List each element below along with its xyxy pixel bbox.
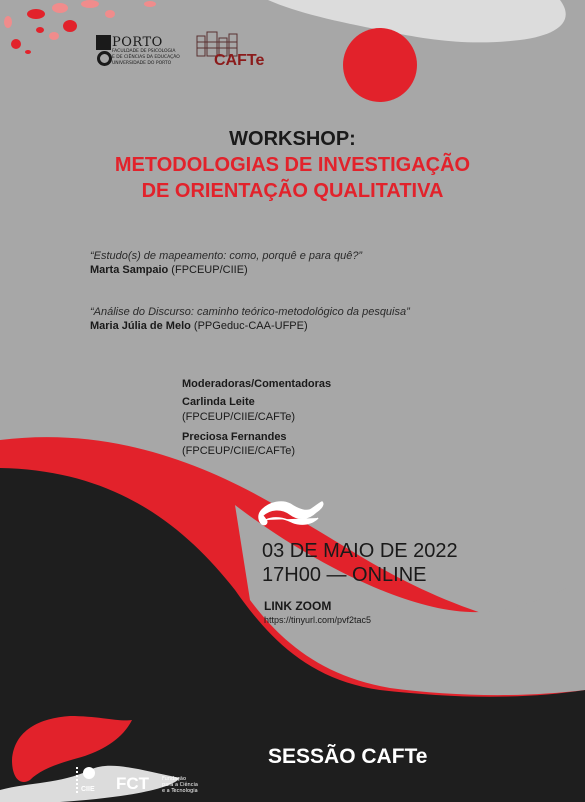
uporto-logo-name: PORTO — [112, 35, 163, 50]
talk-1-title: “Estudo(s) de mapeamento: como, porquê e para quê?” — [90, 250, 363, 262]
event-date: 03 DE MAIO DE 2022 — [262, 540, 458, 562]
session-title: SESSÃO CAFTe — [268, 745, 428, 768]
ciie-logo-icon — [76, 765, 98, 797]
moderator-2-name: Preciosa Fernandes — [182, 431, 287, 443]
link-zoom-label: LINK ZOOM — [264, 599, 332, 613]
cafte-logo-name: CAFTe — [214, 52, 265, 69]
uporto-logo-mark — [96, 35, 111, 65]
moderator-1-name: Carlinda Leite — [182, 396, 255, 408]
link-zoom-url[interactable]: https://tinyurl.com/pvf2tac5 — [264, 615, 372, 625]
talk-2-speaker: Maria Júlia de Melo (PPGeduc-CAA-UFPE) — [90, 320, 308, 332]
moderator-2-affiliation: (FPCEUP/CIIE/CAFTe) — [182, 445, 296, 457]
top-red-circle — [343, 28, 417, 102]
moderator-1-affiliation: (FPCEUP/CIIE/CAFTe) — [182, 411, 296, 423]
uporto-logo-subtitle: FACULDADE DE PSICOLOGIA E DE CIÊNCIAS DA EDUCAÇÃO UNIVERSIDADE DO PORTO — [112, 49, 180, 66]
event-time: 17H00 — ONLINE — [262, 564, 427, 586]
fct-logo-subtitle: Fundação para a Ciência e a Tecnologia — [162, 776, 198, 794]
workshop-title: METODOLOGIAS DE INVESTIGAÇÃO DE ORIENTAÇÃO QUALITATIVA — [114, 154, 471, 202]
workshop-heading: WORKSHOP: — [229, 128, 356, 150]
talk-1-speaker: Marta Sampaio (FPCEUP/CIIE) — [90, 264, 248, 276]
top-light-blob — [268, 0, 566, 42]
fct-logo-name: FCT — [116, 774, 150, 793]
talk-2-title: “Análise do Discurso: caminho teórico-metodológico da pesquisa” — [90, 306, 410, 318]
moderators-heading: Moderadoras/Comentadoras — [182, 378, 332, 390]
svg-text:CIIE: CIIE — [81, 786, 95, 793]
